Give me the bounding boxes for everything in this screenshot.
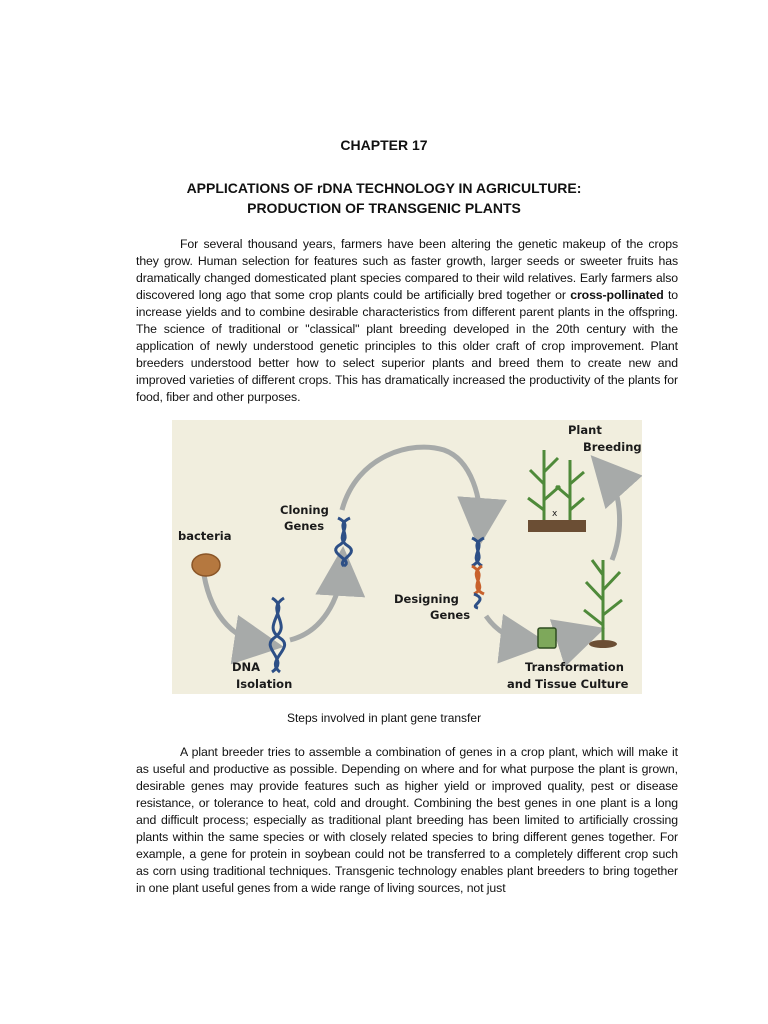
- paragraph-1-text-b: to increase yields and to combine desirable characteristics from different parent plants in the offspring. The science of traditional or "classical" plant breeding developed in the 20th century with the application of newly understood genetic principles to this older craft of crop improvement. Plant breeders understood better how to select superior plants and breed them to create new and improved varieties of different crops. This has dramatically increased the productivity of the plants for food, fiber and other purposes.: [136, 288, 679, 404]
- paragraph-1: [136, 236, 678, 406]
- designed-gene-icon: [472, 538, 484, 608]
- paragraph-2-text: A plant breeder tries to assemble a combination of genes in a crop plant, which will make it as useful and productive as possible. Depending on where and for what purpose the plant is grown, desirable genes may provide features such as higher yield or improved quality, pest or disease resistance, or tolerance to heat, cold and drought. Combining the best genes in one plant is a long and difficult process; especially as traditional plant breeding has been limited to artificially crossing plants within the same species or with closely related species to bring different genes together. For example, a gene for protein in soybean could not be transferred to a completely different crop such as corn using traditional techniques. Transgenic technology enables plant breeders to bring together in one plant useful genes from a wide range of living sources, not just: [136, 745, 678, 895]
- transgenic-plant-icon: [584, 560, 622, 648]
- label-plant: Plant: [568, 423, 602, 437]
- label-bacteria: bacteria: [178, 529, 232, 543]
- cloned-gene-icon: [336, 518, 352, 566]
- tissue-culture-icon: [538, 628, 556, 648]
- chapter-heading: CHAPTER 17: [340, 137, 428, 153]
- arrow-designing-to-transformation: [486, 616, 530, 642]
- gene-transfer-figure: [172, 420, 642, 694]
- cross-pollinated-term: cross-pollinated: [570, 288, 664, 302]
- label-tissue-culture: and Tissue Culture: [507, 677, 629, 691]
- gene-transfer-diagram: [172, 420, 642, 694]
- dna-helix-icon: [270, 598, 284, 672]
- label-designing-genes: Genes: [430, 608, 471, 622]
- label-isolation: Isolation: [236, 677, 293, 691]
- label-transformation: Transformation: [525, 660, 624, 674]
- arrow-corn-to-breeding: [604, 470, 620, 560]
- label-cloning: Cloning: [280, 503, 329, 517]
- arrow-transformation-to-corn: [567, 634, 586, 640]
- arrow-dna-to-cloning: [290, 566, 342, 640]
- label-designing: Designing: [394, 592, 459, 606]
- arrow-cloning-to-designing: [342, 447, 480, 528]
- chapter-title: [0, 178, 768, 218]
- title-line-1: APPLICATIONS OF rDNA TECHNOLOGY IN AGRICULTURE:: [186, 180, 582, 196]
- paragraph-2: [136, 744, 678, 897]
- figure-caption: Steps involved in plant gene transfer: [286, 711, 482, 725]
- paragraph-1-text-a: For several thousand years, farmers have been altering the genetic makeup of the crops they grow. Human selection for features such as faster growth, larger seeds or sweeter fruits has dramatically changed domesticated plant species compared to their wild relatives. Early farmers also discovered long ago that some crop plants could be artificially bred together or: [136, 237, 678, 302]
- title-line-2: PRODUCTION OF TRANSGENIC PLANTS: [247, 200, 521, 216]
- cross-symbol: x: [552, 509, 558, 519]
- label-dna: DNA: [232, 660, 261, 674]
- arrow-bacteria-to-dna: [204, 575, 264, 644]
- bacteria-icon: [192, 554, 220, 576]
- label-breeding: Breeding: [583, 440, 642, 454]
- label-cloning-genes: Genes: [284, 519, 325, 533]
- plant-breeding-icon: [528, 450, 586, 532]
